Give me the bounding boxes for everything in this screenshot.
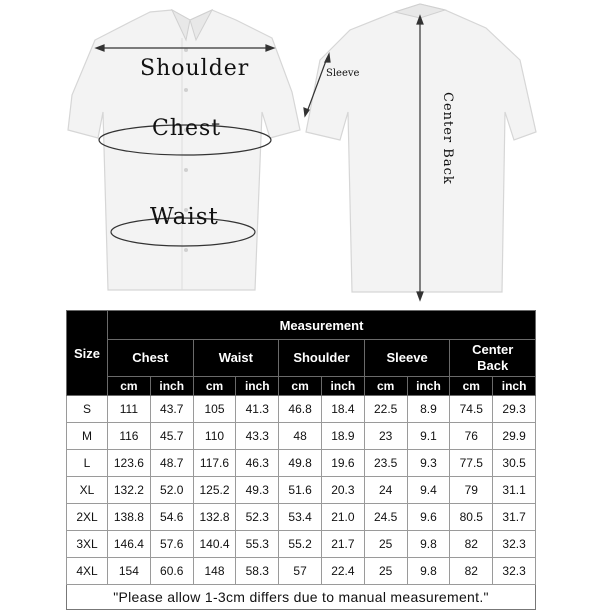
value-cell: 29.9 xyxy=(493,423,536,450)
value-cell: 49.8 xyxy=(279,450,322,477)
value-cell: 79 xyxy=(450,477,493,504)
unit-inch: inch xyxy=(150,377,193,396)
table-row xyxy=(67,423,536,450)
table-row xyxy=(67,531,536,558)
value-cell: 110 xyxy=(193,423,236,450)
size-cell: M xyxy=(67,423,108,450)
value-cell: 9.3 xyxy=(407,450,450,477)
sleeve-label: Sleeve xyxy=(326,68,360,79)
unit-cm: cm xyxy=(108,377,151,396)
table-row xyxy=(67,450,536,477)
value-cell: 31.7 xyxy=(493,504,536,531)
measurement-header: Measurement xyxy=(108,311,536,340)
value-cell: 30.5 xyxy=(493,450,536,477)
value-cell: 140.4 xyxy=(193,531,236,558)
table-row xyxy=(67,477,536,504)
back-shirt-image xyxy=(306,4,536,292)
value-cell: 57 xyxy=(279,558,322,585)
value-cell: 31.1 xyxy=(493,477,536,504)
value-cell: 82 xyxy=(450,558,493,585)
value-cell: 55.3 xyxy=(236,531,279,558)
header-row-units xyxy=(67,377,536,396)
value-cell: 58.3 xyxy=(236,558,279,585)
value-cell: 9.8 xyxy=(407,531,450,558)
value-cell: 111 xyxy=(108,396,151,423)
value-cell: 32.3 xyxy=(493,558,536,585)
value-cell: 154 xyxy=(108,558,151,585)
value-cell: 46.8 xyxy=(279,396,322,423)
value-cell: 48.7 xyxy=(150,450,193,477)
value-cell: 18.4 xyxy=(321,396,364,423)
size-cell: 3XL xyxy=(67,531,108,558)
waist-header: Waist xyxy=(193,340,279,377)
value-cell: 148 xyxy=(193,558,236,585)
unit-cm: cm xyxy=(450,377,493,396)
value-cell: 45.7 xyxy=(150,423,193,450)
value-cell: 116 xyxy=(108,423,151,450)
size-cell: L xyxy=(67,450,108,477)
center-back-header-text: Center Back xyxy=(472,342,514,373)
unit-inch: inch xyxy=(236,377,279,396)
value-cell: 9.8 xyxy=(407,558,450,585)
value-cell: 146.4 xyxy=(108,531,151,558)
value-cell: 9.4 xyxy=(407,477,450,504)
value-cell: 20.3 xyxy=(321,477,364,504)
value-cell: 46.3 xyxy=(236,450,279,477)
value-cell: 23.5 xyxy=(364,450,407,477)
size-cell: 2XL xyxy=(67,504,108,531)
value-cell: 18.9 xyxy=(321,423,364,450)
value-cell: 8.9 xyxy=(407,396,450,423)
table-row xyxy=(67,558,536,585)
value-cell: 52.0 xyxy=(150,477,193,504)
measurement-note: "Please allow 1-3cm differs due to manual measurement." xyxy=(67,585,536,610)
value-cell: 76 xyxy=(450,423,493,450)
value-cell: 123.6 xyxy=(108,450,151,477)
value-cell: 74.5 xyxy=(450,396,493,423)
value-cell: 80.5 xyxy=(450,504,493,531)
unit-cm: cm xyxy=(279,377,322,396)
unit-inch: inch xyxy=(321,377,364,396)
waist-label: Waist xyxy=(150,204,219,230)
value-cell: 32.3 xyxy=(493,531,536,558)
value-cell: 49.3 xyxy=(236,477,279,504)
value-cell: 125.2 xyxy=(193,477,236,504)
sleeve-header: Sleeve xyxy=(364,340,450,377)
value-cell: 21.7 xyxy=(321,531,364,558)
value-cell: 41.3 xyxy=(236,396,279,423)
note-row xyxy=(67,585,536,610)
value-cell: 77.5 xyxy=(450,450,493,477)
value-cell: 22.4 xyxy=(321,558,364,585)
size-cell: XL xyxy=(67,477,108,504)
header-row-measurement xyxy=(67,311,536,340)
center-back-label: Center Back xyxy=(440,92,455,185)
value-cell: 25 xyxy=(364,558,407,585)
unit-inch: inch xyxy=(493,377,536,396)
unit-cm: cm xyxy=(193,377,236,396)
value-cell: 57.6 xyxy=(150,531,193,558)
table-row xyxy=(67,504,536,531)
size-cell: S xyxy=(67,396,108,423)
front-shirt-image xyxy=(68,10,300,290)
size-chart-table xyxy=(66,310,536,610)
value-cell: 60.6 xyxy=(150,558,193,585)
value-cell: 25 xyxy=(364,531,407,558)
value-cell: 54.6 xyxy=(150,504,193,531)
value-cell: 48 xyxy=(279,423,322,450)
value-cell: 132.2 xyxy=(108,477,151,504)
chest-label: Chest xyxy=(152,116,222,141)
table-row xyxy=(67,396,536,423)
value-cell: 9.6 xyxy=(407,504,450,531)
unit-cm: cm xyxy=(364,377,407,396)
value-cell: 43.3 xyxy=(236,423,279,450)
value-cell: 138.8 xyxy=(108,504,151,531)
value-cell: 43.7 xyxy=(150,396,193,423)
value-cell: 52.3 xyxy=(236,504,279,531)
header-row-groups xyxy=(67,340,536,377)
chest-header: Chest xyxy=(108,340,194,377)
value-cell: 24 xyxy=(364,477,407,504)
value-cell: 24.5 xyxy=(364,504,407,531)
value-cell: 132.8 xyxy=(193,504,236,531)
value-cell: 82 xyxy=(450,531,493,558)
value-cell: 55.2 xyxy=(279,531,322,558)
value-cell: 21.0 xyxy=(321,504,364,531)
value-cell: 117.6 xyxy=(193,450,236,477)
shoulder-header: Shoulder xyxy=(279,340,365,377)
value-cell: 53.4 xyxy=(279,504,322,531)
shoulder-label: Shoulder xyxy=(140,56,250,81)
unit-inch: inch xyxy=(407,377,450,396)
value-cell: 51.6 xyxy=(279,477,322,504)
size-cell: 4XL xyxy=(67,558,108,585)
value-cell: 105 xyxy=(193,396,236,423)
center-back-header xyxy=(450,340,536,377)
value-cell: 22.5 xyxy=(364,396,407,423)
value-cell: 9.1 xyxy=(407,423,450,450)
value-cell: 23 xyxy=(364,423,407,450)
value-cell: 29.3 xyxy=(493,396,536,423)
value-cell: 19.6 xyxy=(321,450,364,477)
size-header: Size xyxy=(67,311,108,396)
